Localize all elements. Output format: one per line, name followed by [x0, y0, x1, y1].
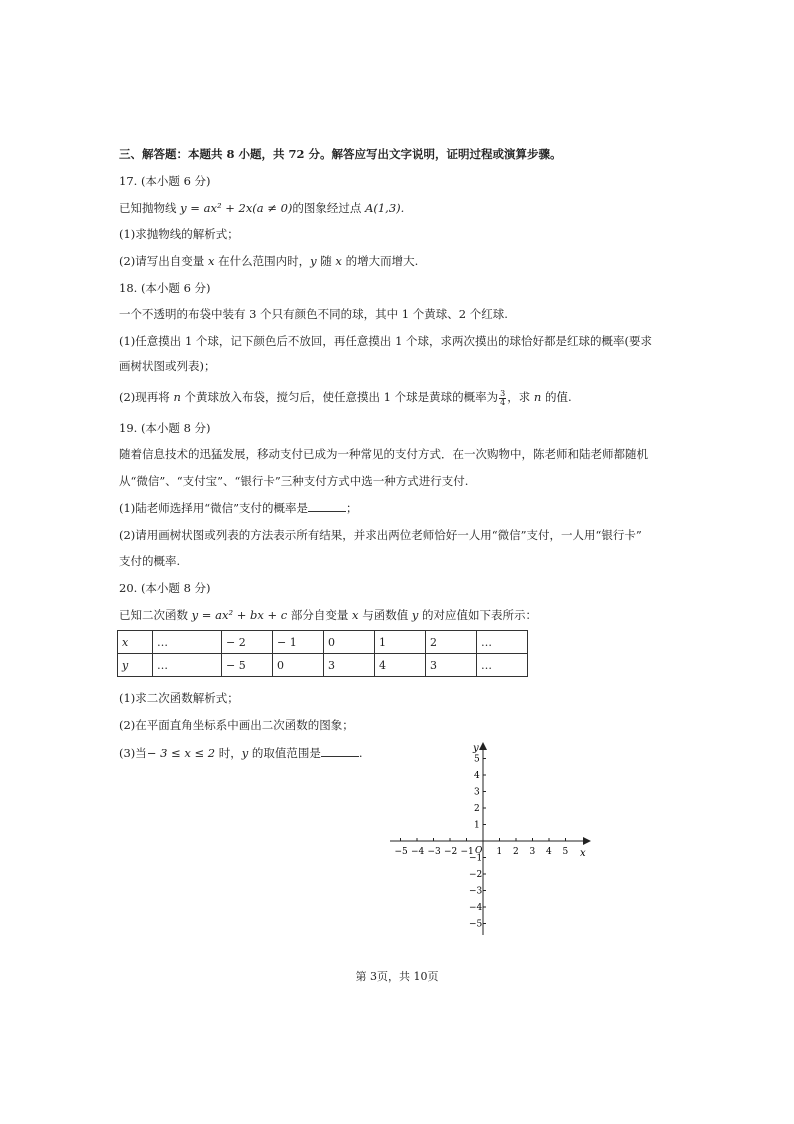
q20-formula: y = ax² + bx + c — [191, 608, 288, 622]
x-tick-label: −3 — [427, 847, 441, 857]
table-cell: … — [153, 631, 222, 654]
q18-part1-line2: 画树状图或列表)； — [119, 359, 216, 373]
y-tick-label: 2 — [474, 804, 480, 814]
y-axis-label: y — [473, 743, 479, 754]
q17-point: A(1,3). — [365, 201, 405, 215]
q18-number: 18. (本小题 6 分) — [119, 281, 211, 295]
q17-part2: (2)请写出自变量 x 在什么范围内时，y 随 x 的增大而增大. — [119, 254, 419, 268]
table-cell: − 1 — [273, 631, 324, 654]
x-tick-label: 2 — [513, 847, 519, 857]
coordinate-grid — [360, 735, 600, 945]
table-cell: 0 — [324, 631, 375, 654]
probability-fraction: $\frac{3}{4}$ — [500, 388, 506, 407]
q18-stem: 一个不透明的布袋中装有 3 个只有颜色不同的球，其中 1 个黄球、2 个红球. — [119, 307, 508, 321]
table-cell: … — [477, 654, 528, 677]
y-tick-label: −2 — [469, 870, 483, 880]
table-cell: 4 — [375, 654, 426, 677]
table-cell: 0 — [273, 654, 324, 677]
q20-part2: (2)在平面直角坐标系中画出二次函数的图象； — [119, 718, 354, 732]
table-cell: − 2 — [222, 631, 273, 654]
q20-stem: 已知二次函数 y = ax² + bx + c 部分自变量 x 与函数值 y 的对应值如下表所示： — [119, 608, 538, 622]
table-cell: − 5 — [222, 654, 273, 677]
y-tick-label: 5 — [474, 754, 480, 765]
table-cell: y — [118, 654, 153, 677]
q19-part2-line2: 支付的概率. — [119, 554, 181, 568]
q20-part3: (3)当− 3 ≤ x ≤ 2 时，y 的取值范围是 . — [119, 746, 363, 760]
section-heading: 三、解答题：本题共 8 小题，共 72 分。解答应写出文字说明，证明过程或演算步骤。 — [119, 147, 562, 161]
q19-part1: (1)陆老师选择用“微信”支付的概率是 ； — [119, 501, 358, 515]
y-tick-label: −1 — [469, 853, 483, 864]
x-tick-label: −2 — [444, 847, 458, 857]
table-cell: 2 — [426, 631, 477, 654]
table-cell: … — [477, 631, 528, 654]
q19-number: 19. (本小题 8 分) — [119, 421, 211, 435]
value-table — [117, 630, 528, 677]
q17-number: 17. (本小题 6 分) — [119, 174, 211, 188]
x-tick-label: −1 — [460, 847, 474, 857]
origin-label: O — [475, 846, 483, 856]
x-tick-label: 5 — [562, 847, 569, 857]
q18-part2: (2)现再将 n 个黄球放入布袋，搅匀后，使任意摸出 1 个球是黄球的概率为 $\frac{3}{4}$ ，求 n 的值. — [119, 388, 572, 407]
y-tick-label: −4 — [469, 903, 483, 913]
y-tick-label: 1 — [474, 820, 480, 831]
x-tick-label: 4 — [546, 847, 552, 857]
y-tick-label: −5 — [469, 919, 483, 930]
page-footer: 第 3页，共 10页 — [355, 970, 439, 983]
x-axis-label: x — [580, 848, 586, 859]
q17-stem: 已知抛物线 y = ax² + 2x(a ≠ 0)的图象经过点 A(1,3). — [119, 201, 405, 215]
x-tick-label: 3 — [529, 847, 536, 857]
y-tick-label: 3 — [474, 787, 480, 798]
q17-formula: y = ax² + 2x(a ≠ 0) — [180, 201, 293, 215]
y-tick-label: 4 — [474, 771, 480, 781]
answer-blank — [321, 745, 359, 757]
y-tick-label: −3 — [469, 886, 483, 897]
table-cell: 3 — [426, 654, 477, 677]
q20-part1: (1)求二次函数解析式； — [119, 691, 239, 705]
table-cell: 1 — [375, 631, 426, 654]
table-cell: x — [118, 631, 153, 654]
x-tick-label: −5 — [394, 847, 408, 857]
q18-part1-line1: (1)任意摸出 1 个球，记下颜色后不放回，再任意摸出 1 个球，求两次摸出的球恰好都是红球的概率(要求 — [119, 334, 653, 348]
q19-stem-line1: 随着信息技术的迅猛发展，移动支付已成为一种常见的支付方式．在一次购物中，陈老师和陆老师都随机 — [119, 447, 648, 461]
q19-part2-line1: (2)请用画树状图或列表的方法表示所有结果，并求出两位老师恰好一人用“微信”支付，一人用“银行卡” — [119, 528, 642, 542]
table-cell: … — [153, 654, 222, 677]
q20-number: 20. (本小题 8 分) — [119, 581, 211, 595]
table-row-y — [118, 654, 528, 677]
table-row-x — [118, 631, 528, 654]
table-cell: 3 — [324, 654, 375, 677]
answer-blank — [308, 500, 346, 512]
q17-part1: (1)求抛物线的解析式； — [119, 227, 239, 241]
x-tick-label: 1 — [496, 847, 503, 857]
x-tick-label: −4 — [411, 847, 425, 857]
q19-stem-line2: 从“微信”、“支付宝”、“银行卡”三种支付方式中选一种方式进行支付. — [119, 474, 469, 488]
